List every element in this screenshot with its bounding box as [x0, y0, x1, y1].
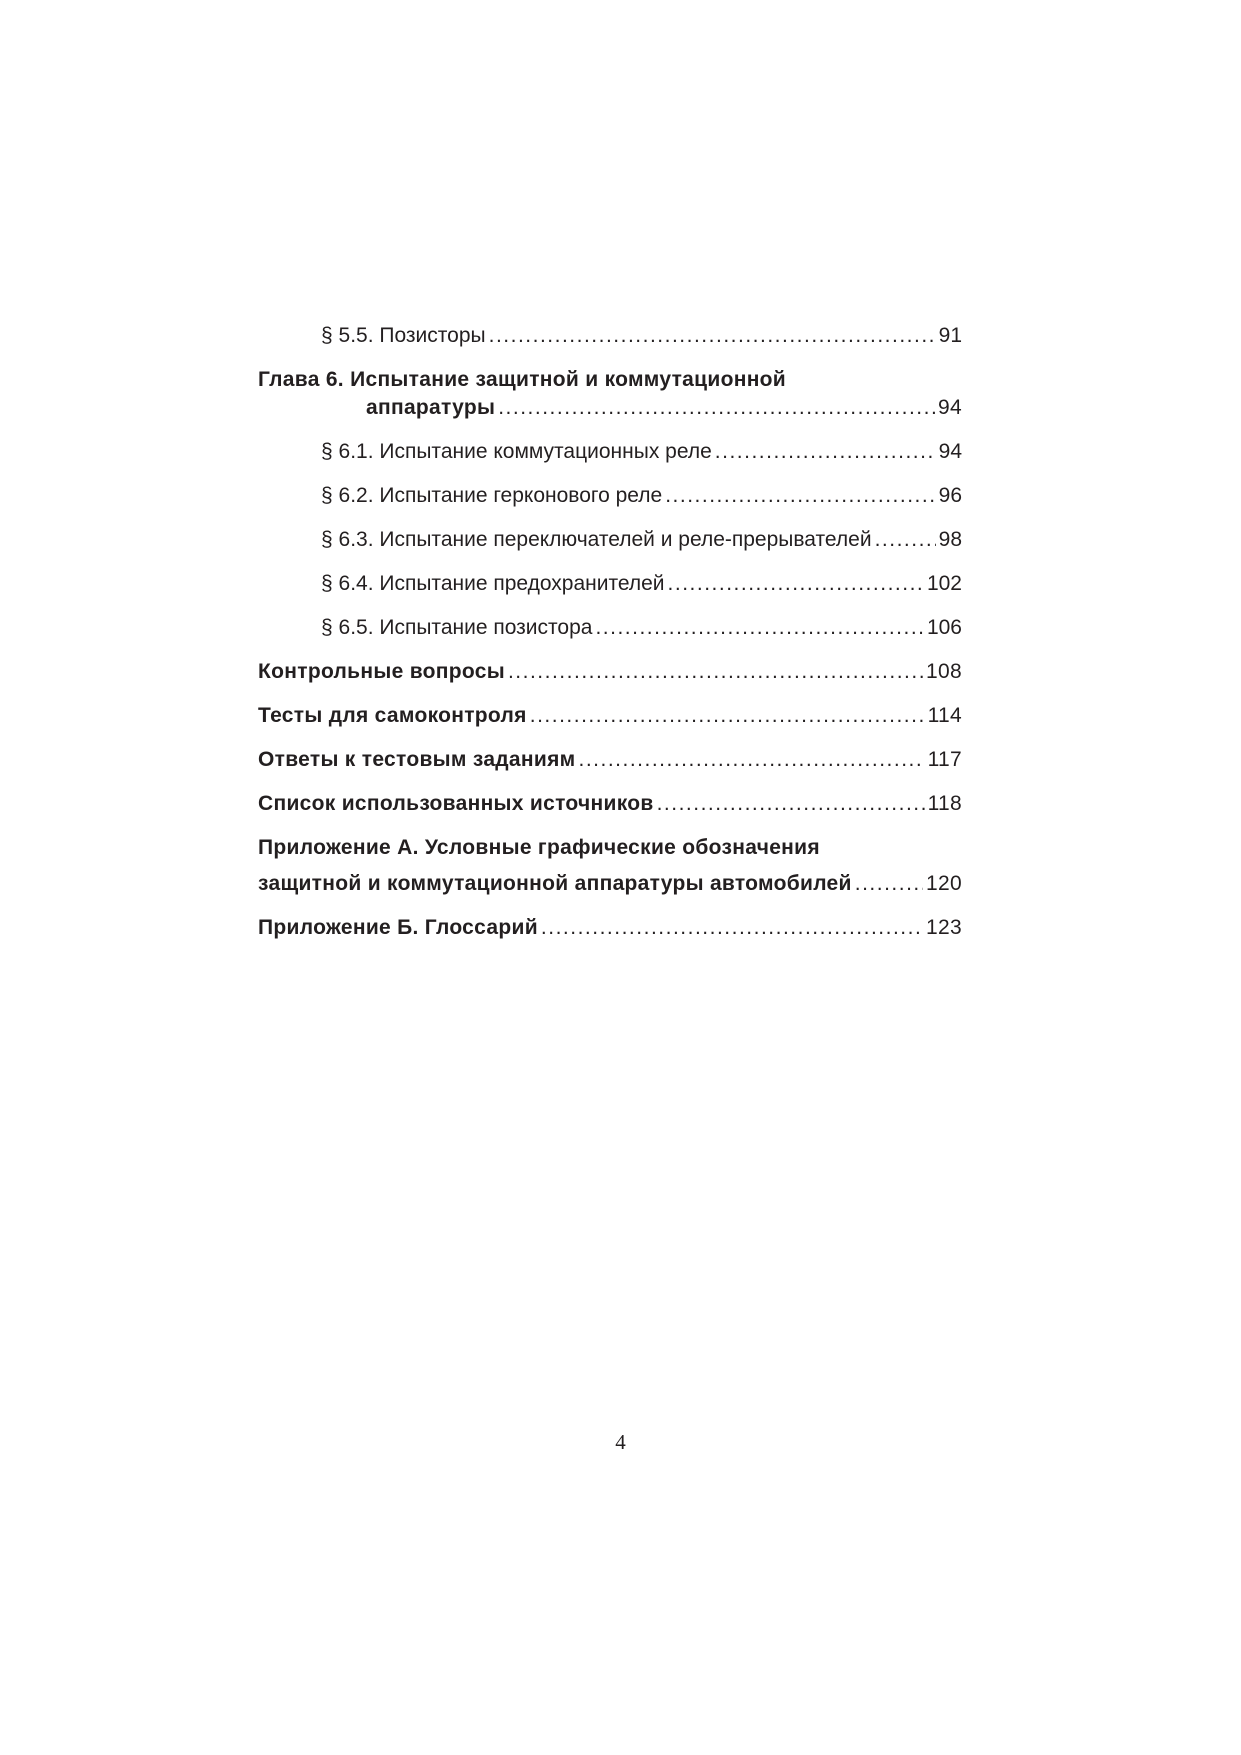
toc-entry-page: 118 [927, 792, 962, 815]
toc-entry-title: § 6.1. Испытание коммутационных реле [321, 440, 712, 463]
toc-entry-title: § 6.5. Испытание позистора [321, 616, 593, 639]
toc-entry-questions[interactable] [258, 654, 962, 690]
toc-entry-page: 98 [938, 528, 962, 551]
toc-entry-title: Контрольные вопросы [258, 660, 505, 683]
toc-entry-6-1[interactable] [258, 434, 962, 470]
toc-entry-title: Список использованных источников [258, 792, 654, 815]
leader-dots [668, 566, 924, 602]
toc-entry-title: Ответы к тестовым заданиям [258, 748, 576, 771]
leader-dots [498, 390, 935, 426]
toc-entry-title: § 5.5. Позисторы [321, 324, 486, 347]
toc-entry-page: 117 [927, 748, 962, 771]
toc-entry-answers[interactable] [258, 742, 962, 778]
toc-entry-page: 114 [927, 704, 962, 727]
toc-entry-page: 106 [926, 616, 962, 639]
toc-entry-page: 94 [938, 440, 962, 463]
toc-entry-appendix-a-line2[interactable] [258, 866, 962, 902]
toc-entry-title: § 6.4. Испытание предохранителей [321, 572, 665, 595]
toc-entry-page: 123 [926, 916, 962, 939]
toc-entry-page: 120 [926, 872, 962, 895]
toc-entry-title: Приложение Б. Глоссарий [258, 916, 538, 939]
toc-entry-appendix-b[interactable] [258, 910, 962, 946]
toc-entry-page: 91 [938, 324, 962, 347]
leader-dots [489, 318, 936, 354]
toc-entry-page: 102 [926, 572, 962, 595]
page-number: 4 [615, 1430, 626, 1454]
leader-dots [541, 910, 923, 946]
toc-entry-title: Глава 6. Испытание защитной и коммутационной [258, 368, 787, 391]
leader-dots [855, 866, 923, 902]
toc-entry-appendix-a-line1[interactable] [258, 830, 962, 866]
leader-dots [715, 434, 936, 470]
toc-entry-page: 96 [938, 484, 962, 507]
leader-dots [657, 786, 925, 822]
leader-dots [595, 610, 924, 646]
toc-entry-6-4[interactable] [258, 566, 962, 602]
toc-entry-6-2[interactable] [258, 478, 962, 514]
toc-entry-title: аппаратуры [366, 396, 496, 419]
leader-dots [579, 742, 925, 778]
leader-dots [530, 698, 925, 734]
toc-entry-6-3[interactable] [258, 522, 962, 558]
toc-entry-tests[interactable] [258, 698, 962, 734]
toc-entry-title: защитной и коммутационной аппаратуры автомобилей [258, 872, 852, 895]
leader-dots [665, 478, 935, 514]
leader-dots [875, 522, 936, 558]
toc-entry-title: Тесты для самоконтроля [258, 704, 527, 727]
toc-entry-5-5[interactable] [258, 318, 962, 354]
toc-entry-title: § 6.2. Испытание герконового реле [321, 484, 663, 507]
table-of-contents [258, 318, 962, 954]
toc-entry-sources[interactable] [258, 786, 962, 822]
toc-entry-title: § 6.3. Испытание переключателей и реле-прерывателей [321, 528, 872, 551]
leader-dots [508, 654, 923, 690]
toc-entry-title: Приложение А. Условные графические обозначения [258, 836, 820, 859]
toc-entry-page: 108 [926, 660, 962, 683]
toc-entry-6-5[interactable] [258, 610, 962, 646]
toc-entry-page: 94 [938, 396, 962, 419]
